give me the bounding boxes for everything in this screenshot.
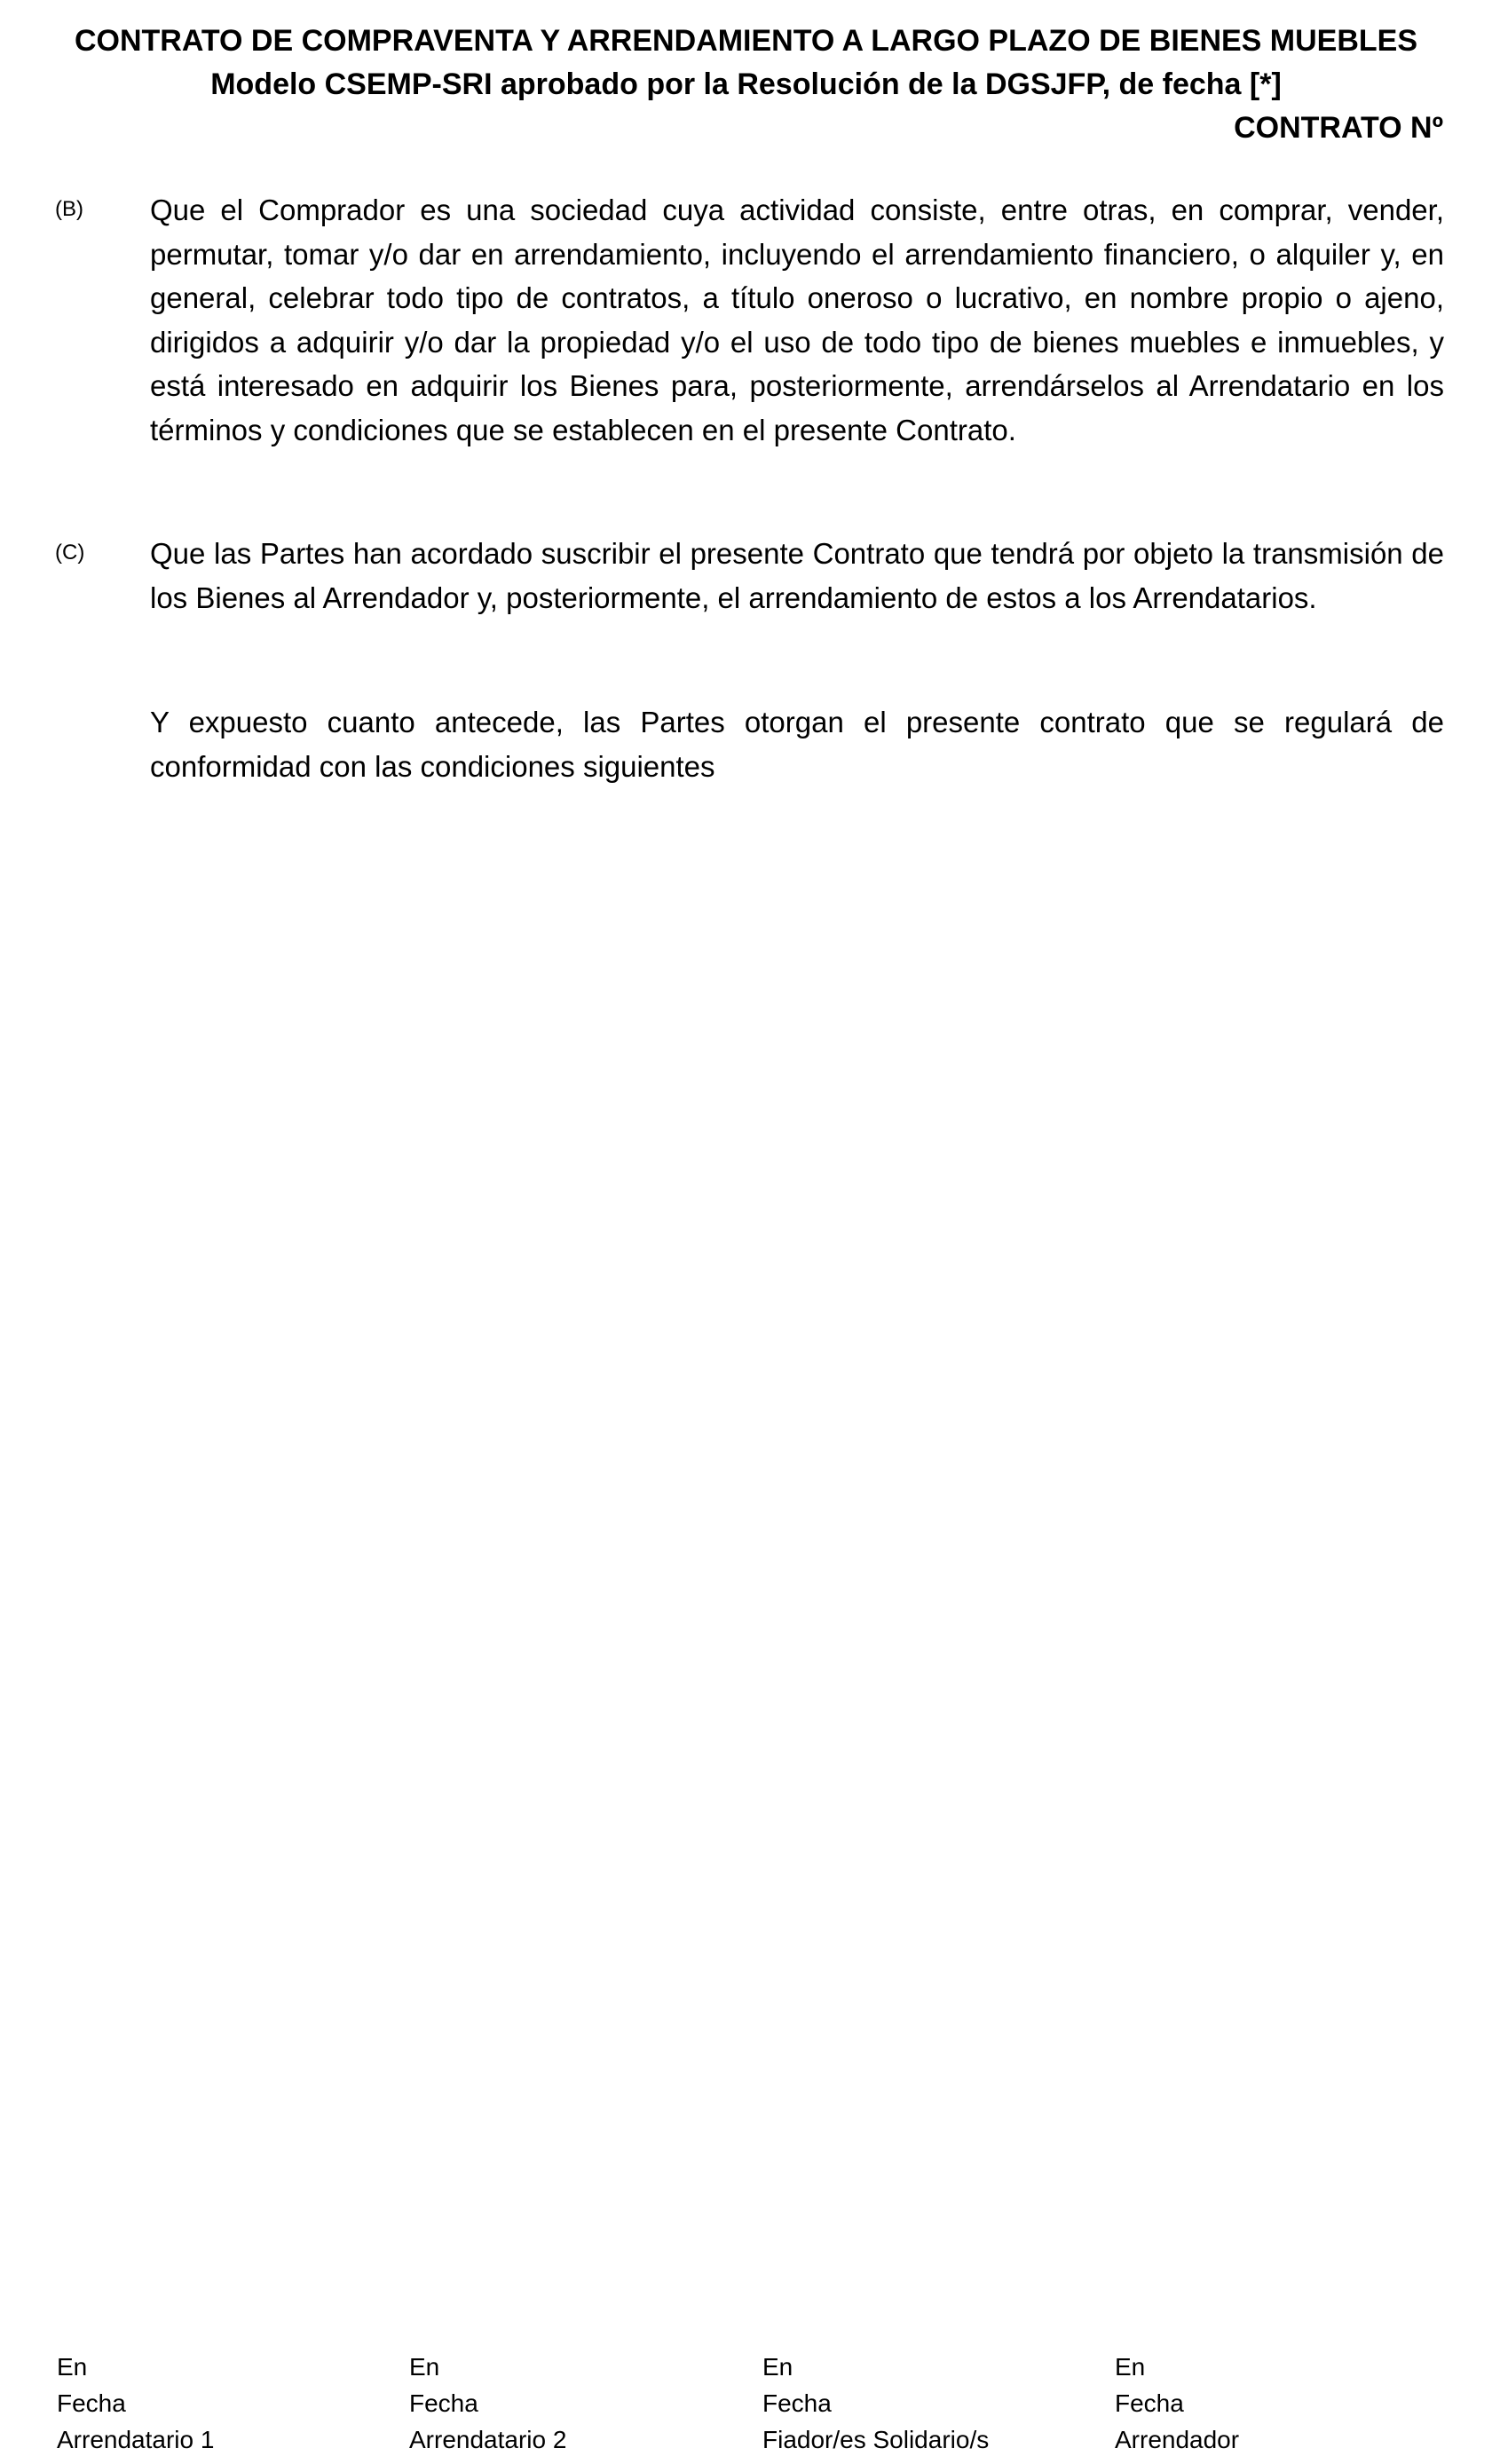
clause-text: Que las Partes han acordado suscribir el presente Contrato que tendrá por objeto la transmisión de los Bienes al Arrendador y, posteriormente, el arrendamiento de estos a los Arrendatarios. bbox=[150, 537, 1444, 614]
signature-party: Fiador/es Solidario/s bbox=[762, 2426, 990, 2453]
signature-place: En bbox=[57, 2353, 88, 2381]
signature-arrendador bbox=[1115, 2349, 1452, 2458]
signature-arrendatario-1 bbox=[57, 2349, 394, 2458]
document-title: CONTRATO DE COMPRAVENTA Y ARRENDAMIENTO A LARGO PLAZO DE BIENES MUEBLES bbox=[74, 24, 1418, 58]
signature-party: Arrendatario 2 bbox=[409, 2426, 567, 2453]
signature-date: Fecha bbox=[409, 2389, 478, 2417]
signature-place: En bbox=[762, 2353, 793, 2381]
contract-number-label: CONTRATO Nº bbox=[1234, 111, 1443, 145]
clause-text: Que el Comprador es una sociedad cuya actividad consiste, entre otras, en comprar, vender, permutar, tomar y/o dar en arrendamiento, incluyendo el arrendamiento financiero, o alquiler y, en general, celebrar todo tipo de contratos, a título oneroso o lucrativo, en nombre propio o ajeno, dirigidos a adquirir y/o dar la propiedad y/o el uso de todo tipo de bienes muebles e inmuebles, y está interesado en adquirir los Bienes para, posteriormente, arrendárselos al Arrendatario en los términos y condiciones que se establecen en el presente Contrato. bbox=[150, 193, 1444, 446]
signature-party: Arrendatario 1 bbox=[57, 2426, 215, 2453]
signature-date: Fecha bbox=[1115, 2389, 1184, 2417]
signature-place: En bbox=[1115, 2353, 1146, 2381]
closing-paragraph: Y expuesto cuanto antecede, las Partes otorgan el presente contrato que se regulará de conformidad con las condiciones siguientes bbox=[150, 706, 1444, 783]
document-subtitle: Modelo CSEMP-SRI aprobado por la Resolución de la DGSJFP, de fecha [*] bbox=[210, 67, 1282, 101]
signature-arrendatario-2 bbox=[409, 2349, 746, 2458]
clause-c bbox=[55, 532, 1444, 620]
signature-fiador bbox=[762, 2349, 1100, 2458]
clause-b bbox=[55, 188, 1444, 452]
clause-label: (C) bbox=[55, 541, 85, 565]
signature-place: En bbox=[409, 2353, 440, 2381]
signature-date: Fecha bbox=[762, 2389, 832, 2417]
clause-label: (B) bbox=[55, 197, 83, 221]
signature-date: Fecha bbox=[57, 2389, 126, 2417]
signature-party: Arrendador bbox=[1115, 2426, 1240, 2453]
